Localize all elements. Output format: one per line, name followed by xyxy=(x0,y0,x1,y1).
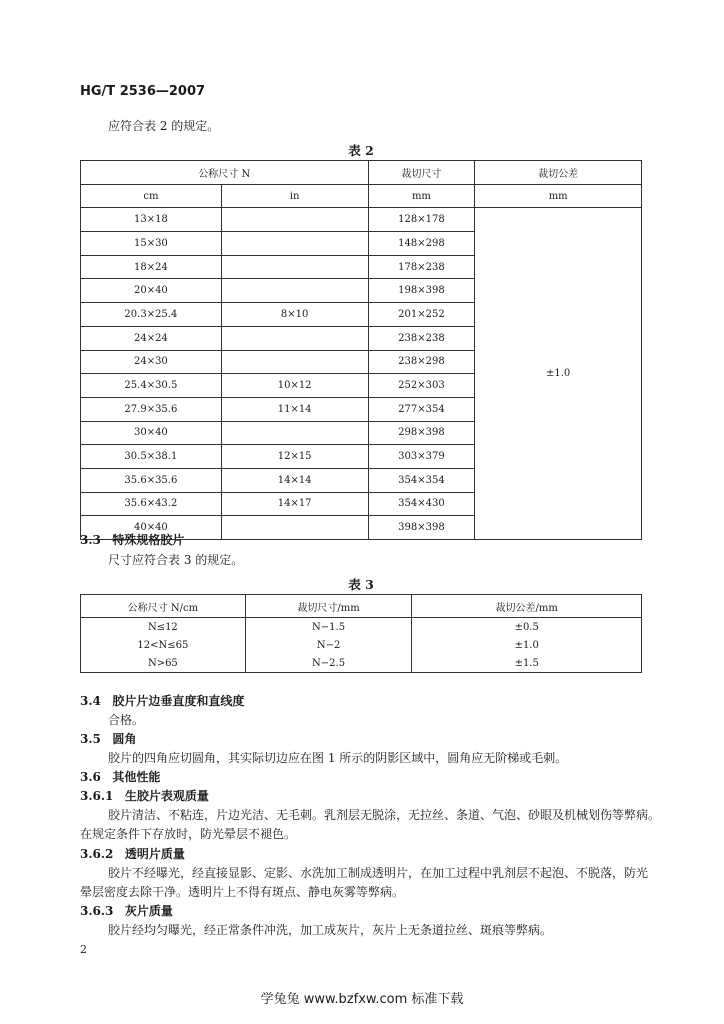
section-3-5-number: 3.5 xyxy=(80,732,101,746)
page-number: 2 xyxy=(80,943,87,956)
table3-row xyxy=(81,654,642,673)
table2-cell-in xyxy=(221,232,368,256)
table2-header-nominal xyxy=(81,161,369,185)
table2-cell-cut: 354×354 xyxy=(368,468,475,492)
table3-cell: N−2.5 xyxy=(245,654,412,673)
table2-cell-cm: 35.6×43.2 xyxy=(81,492,222,516)
table2-cell-cut: 128×178 xyxy=(368,208,475,232)
table2-cell-in xyxy=(221,255,368,279)
section-3-3-number: 3.3 xyxy=(80,533,101,547)
table2-cell-cut: 354×430 xyxy=(368,492,475,516)
table2-cell-cut: 148×298 xyxy=(368,232,475,256)
table2-cell-cut: 201×252 xyxy=(368,303,475,327)
table3-row xyxy=(81,618,642,637)
table3-cell: N>65 xyxy=(81,654,246,673)
table2-cell-in xyxy=(221,208,368,232)
section-3-6-2-number: 3.6.2 xyxy=(80,847,114,861)
table2-unit-mm-tol: mm xyxy=(475,184,642,208)
table2-header-row xyxy=(81,161,642,185)
section-3-6-1-title: 生胶片表观质量 xyxy=(124,789,209,803)
table2-header-tolerance: 裁切公差 xyxy=(475,161,642,185)
standard-code-header: HG/T 2536—2007 xyxy=(80,84,206,99)
table2-cell-in xyxy=(221,326,368,350)
table2-cell-cut: 178×238 xyxy=(368,255,475,279)
table3-header-row xyxy=(81,595,642,618)
table2-tolerance-value: ±1.0 xyxy=(475,208,642,540)
table2-cell-cm: 40×40 xyxy=(81,516,222,540)
section-3-6-3-line1: 胶片经均匀曝光，经正常条件冲洗，加工成灰片，灰片上无条道拉丝、斑痕等弊病。 xyxy=(108,923,553,937)
table2-cell-cm: 20.3×25.4 xyxy=(81,303,222,327)
table2-cell-cm: 24×24 xyxy=(81,326,222,350)
table2-unit-in: in xyxy=(221,184,368,208)
table2-cell-in: 10×12 xyxy=(221,374,368,398)
table2-cell-cut: 398×398 xyxy=(368,516,475,540)
table2-cell-cut: 238×298 xyxy=(368,350,475,374)
table2-cell-cut: 238×238 xyxy=(368,326,475,350)
table2-cell-in xyxy=(221,516,368,540)
section-3-6-3-title: 灰片质量 xyxy=(124,904,173,918)
table-3 xyxy=(80,594,642,673)
table2-header-nominal-label: 公称尺寸 N xyxy=(198,168,251,180)
table2-cell-cm: 15×30 xyxy=(81,232,222,256)
table2-cell-cut: 252×303 xyxy=(368,374,475,398)
table2-cell-in: 14×14 xyxy=(221,468,368,492)
table3-cell: N≤12 xyxy=(81,618,246,637)
table2-caption: 表 2 xyxy=(348,143,374,158)
table2-header-cut: 裁切尺寸 xyxy=(368,161,475,185)
section-3-6-2-line2: 晕层密度去除干净。透明片上不得有斑点、静电灰雾等弊病。 xyxy=(80,885,405,899)
table3-cell: ±0.5 xyxy=(412,618,642,637)
table-2 xyxy=(80,160,642,540)
table3-header-cut: 裁切尺寸/mm xyxy=(245,595,412,618)
table3-caption: 表 3 xyxy=(348,577,374,592)
section-3-6-3-heading xyxy=(80,902,173,919)
section-3-6-1-line2: 在规定条件下存放时，防光晕层不褪色。 xyxy=(80,827,297,841)
table2-cell-cm: 24×30 xyxy=(81,350,222,374)
section-3-4-heading xyxy=(80,692,244,709)
section-3-3-heading xyxy=(80,531,184,548)
section-3-6-heading xyxy=(80,768,160,785)
table2-unit-mm-cut: mm xyxy=(368,184,475,208)
section-3-4-text: 合格。 xyxy=(108,713,145,727)
table2-cell-in xyxy=(221,350,368,374)
intro-line: 应符合表 2 的规定。 xyxy=(108,119,220,133)
section-3-3-text: 尺寸应符合表 3 的规定。 xyxy=(108,553,244,567)
table2-row xyxy=(81,208,642,232)
table2-cell-cm: 35.6×35.6 xyxy=(81,468,222,492)
table3-body xyxy=(81,618,642,673)
table3-cell: 12<N≤65 xyxy=(81,636,246,654)
table2-cell-in xyxy=(221,279,368,303)
section-3-6-1-number: 3.6.1 xyxy=(80,789,114,803)
section-3-3-title: 特殊规格胶片 xyxy=(112,533,185,547)
table2-cell-cm: 13×18 xyxy=(81,208,222,232)
section-3-5-title: 圆角 xyxy=(112,732,137,746)
table2-cell-cm: 18×24 xyxy=(81,255,222,279)
table2-cell-cm: 27.9×35.6 xyxy=(81,397,222,421)
table2-cell-cut: 298×398 xyxy=(368,421,475,445)
table2-cell-in: 12×15 xyxy=(221,445,368,469)
table2-cell-in: 8×10 xyxy=(221,303,368,327)
table3-cell: N−2 xyxy=(245,636,412,654)
table2-cell-cm: 20×40 xyxy=(81,279,222,303)
section-3-6-number: 3.6 xyxy=(80,770,101,784)
section-3-6-3-number: 3.6.3 xyxy=(80,904,114,918)
table2-unit-cm: cm xyxy=(81,184,222,208)
table3-header-nominal: 公称尺寸 N/cm xyxy=(81,595,246,618)
table2-unit-row xyxy=(81,184,642,208)
section-3-6-2-heading xyxy=(80,845,185,862)
table2-cell-in: 11×14 xyxy=(221,397,368,421)
table2-cell-cut: 303×379 xyxy=(368,445,475,469)
table3-header-tolerance: 裁切公差/mm xyxy=(412,595,642,618)
section-3-6-2-title: 透明片质量 xyxy=(124,847,185,861)
section-3-6-1-heading xyxy=(80,787,209,804)
table3-row xyxy=(81,636,642,654)
table2-cell-cut: 198×398 xyxy=(368,279,475,303)
table2-cell-cm: 30.5×38.1 xyxy=(81,445,222,469)
section-3-4-title: 胶片片边垂直度和直线度 xyxy=(112,694,245,708)
table3-cell: ±1.0 xyxy=(412,636,642,654)
section-3-6-1-line1: 胶片清洁、不粘连，片边光洁、无毛刺。乳剂层无脱涂，无拉丝、条道、气泡、砂眼及机械划伤等弊病。 xyxy=(108,808,661,822)
table2-body xyxy=(81,208,642,540)
section-3-6-title: 其他性能 xyxy=(112,770,161,784)
table2-cell-cm: 30×40 xyxy=(81,421,222,445)
table2-cell-cut: 277×354 xyxy=(368,397,475,421)
table2-cell-in xyxy=(221,421,368,445)
section-3-5-heading xyxy=(80,730,136,747)
footer-watermark: 学兔兔 www.bzfxw.com 标准下载 xyxy=(260,992,464,1007)
table2-cell-in: 14×17 xyxy=(221,492,368,516)
table3-cell: ±1.5 xyxy=(412,654,642,673)
section-3-6-2-line1: 胶片不经曝光，经直接显影、定影、水洗加工制成透明片，在加工过程中乳剂层不起泡、不脱落，防光 xyxy=(108,866,649,880)
section-3-5-text: 胶片的四角应切圆角，其实际切边应在图 1 所示的阴影区域中，圆角应无阶梯或毛刺。 xyxy=(108,751,568,765)
table3-cell: N−1.5 xyxy=(245,618,412,637)
table2-cell-cm: 25.4×30.5 xyxy=(81,374,222,398)
section-3-4-number: 3.4 xyxy=(80,694,101,708)
